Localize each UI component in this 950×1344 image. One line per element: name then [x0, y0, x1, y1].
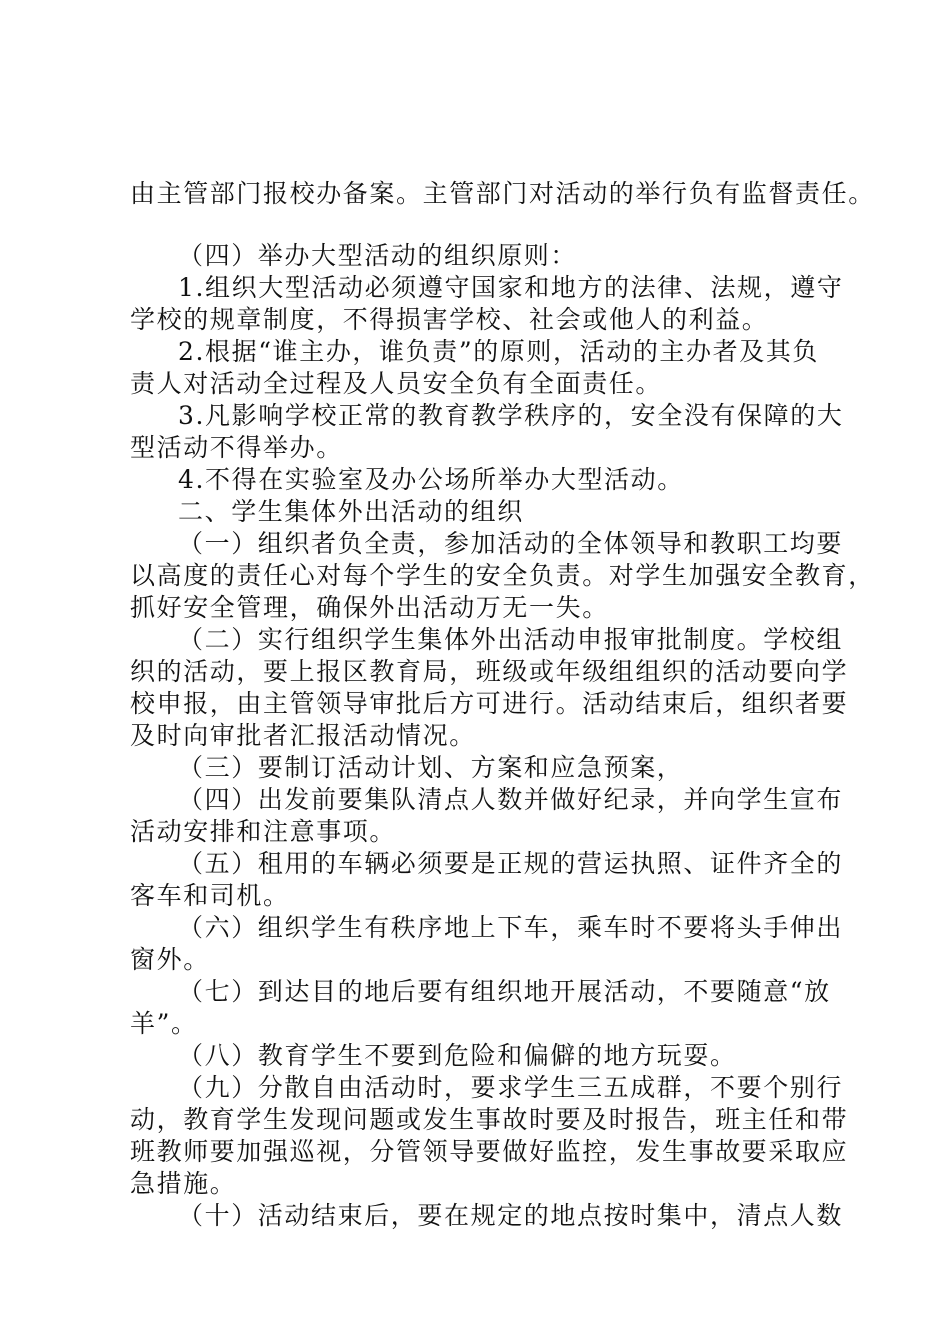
paragraph-line: 责人对活动全过程及人员安全负有全面责任。: [130, 369, 663, 398]
paragraph-line: （八）教育学生不要到危险和偏僻的地方玩耍。: [178, 1041, 737, 1070]
paragraph-line: （二）实行组织学生集体外出活动申报审批制度。学校组: [178, 625, 844, 654]
section-heading: 二、学生集体外出活动的组织: [178, 497, 524, 526]
paragraph-line: 4.不得在实验室及办公场所举办大型活动。: [178, 465, 684, 494]
paragraph-line: 客车和司机。: [130, 881, 290, 910]
paragraph-line: 型活动不得举办。: [130, 433, 343, 462]
paragraph-line: 及时向审批者汇报活动情况。: [130, 721, 476, 750]
paragraph-line: 2.根据“谁主办，谁负责”的原则，活动的主办者及其负: [178, 337, 820, 366]
paragraph-line: 由主管部门报校办备案。主管部门对活动的举行负有监督责任。: [130, 179, 875, 208]
paragraph-line: 班教师要加强巡视，分管领导要做好监控，发生事故要采取应: [130, 1137, 849, 1166]
paragraph-line: 织的活动，要上报区教育局，班级或年级组组织的活动要向学: [130, 657, 849, 686]
paragraph-line: （九）分散自由活动时，要求学生三五成群，不要个别行: [178, 1073, 844, 1102]
paragraph-line: 窗外。: [130, 945, 210, 974]
paragraph-line: （一）组织者负全责，参加活动的全体领导和教职工均要: [178, 529, 844, 558]
paragraph-line: （五）租用的车辆必须要是正规的营运执照、证件齐全的: [178, 849, 844, 878]
paragraph-line: 学校的规章制度，不得损害学校、社会或他人的利益。: [130, 305, 769, 334]
paragraph-line: （六）组织学生有秩序地上下车，乘车时不要将头手伸出: [178, 913, 844, 942]
paragraph-line: 羊”。: [130, 1009, 198, 1038]
paragraph-line: （四）出发前要集队清点人数并做好纪录，并向学生宣布: [178, 785, 844, 814]
paragraph-line: 动，教育学生发现问题或发生事故时要及时报告，班主任和带: [130, 1105, 849, 1134]
paragraph-line: 以高度的责任心对每个学生的安全负责。对学生加强安全教育，: [130, 561, 875, 590]
paragraph-line: 抓好安全管理，确保外出活动万无一失。: [130, 593, 609, 622]
section-heading: （四）举办大型活动的组织原则：: [178, 241, 578, 270]
paragraph-line: （七）到达目的地后要有组织地开展活动，不要随意“放: [178, 977, 831, 1006]
paragraph-line: 1.组织大型活动必须遵守国家和地方的法律、法规，遵守: [178, 273, 844, 302]
paragraph-line: （十）活动结束后，要在规定的地点按时集中，清点人数: [178, 1201, 844, 1230]
paragraph-line: 3.凡影响学校正常的教育教学秩序的，安全没有保障的大: [178, 401, 844, 430]
paragraph-line: 校申报，由主管领导审批后方可进行。活动结束后，组织者要: [130, 689, 849, 718]
paragraph-line: 活动安排和注意事项。: [130, 817, 397, 846]
paragraph-line: （三）要制订活动计划、方案和应急预案，: [178, 753, 684, 782]
paragraph-line: 急措施。: [130, 1169, 237, 1198]
